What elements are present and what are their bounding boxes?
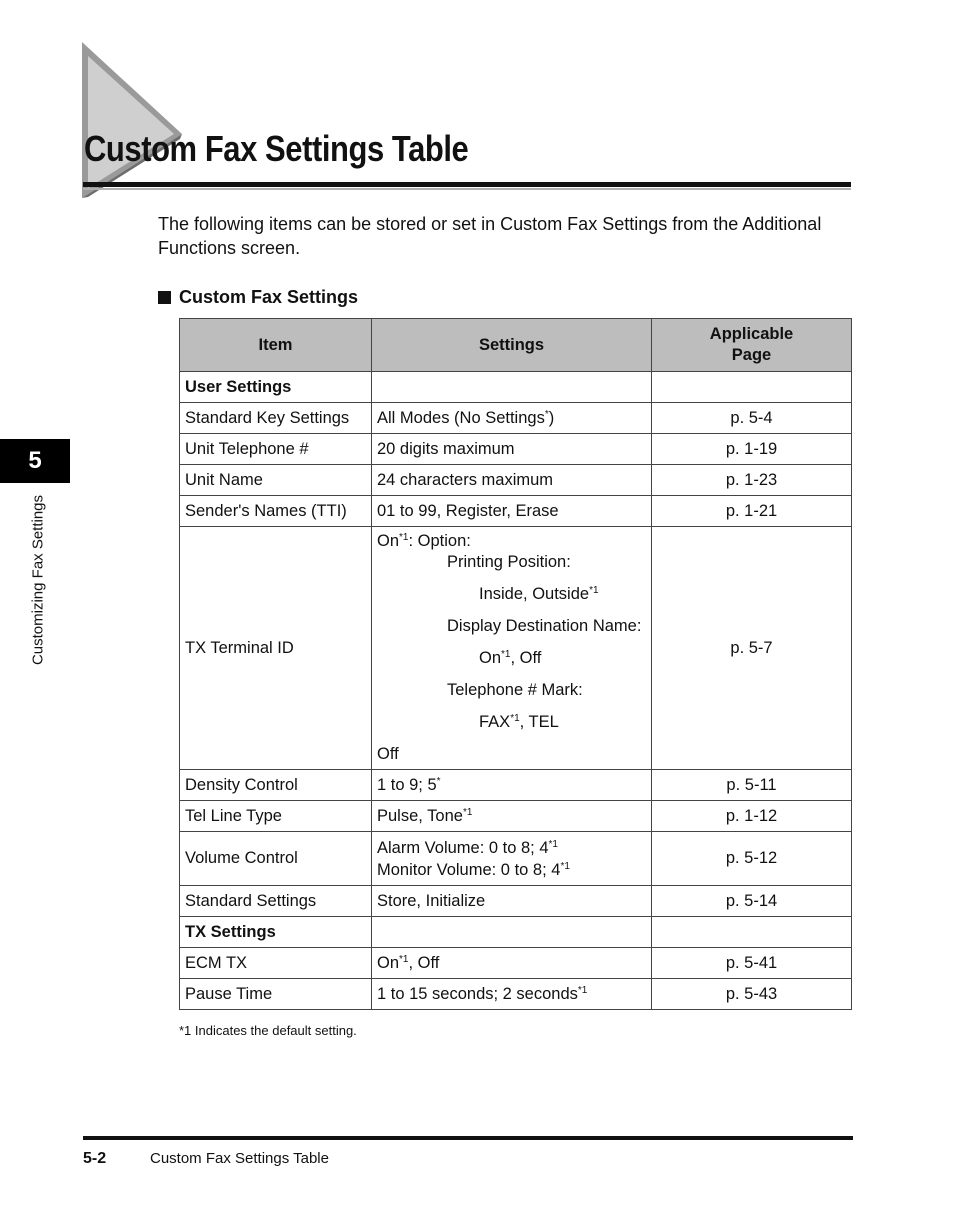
default-marker: *1 bbox=[399, 953, 409, 965]
alarm-volume-line bbox=[377, 837, 646, 859]
table-row bbox=[180, 979, 852, 1010]
default-marker: *1 bbox=[589, 585, 599, 596]
chapter-side-label: Customizing Fax Settings bbox=[29, 494, 47, 666]
row-settings bbox=[372, 979, 652, 1010]
tx-on-off-on: On bbox=[479, 649, 502, 667]
row-settings: Store, Initialize bbox=[372, 886, 652, 917]
row-page: p. 1-23 bbox=[652, 465, 852, 496]
header-page-line2: Page bbox=[731, 346, 772, 364]
row-settings bbox=[372, 948, 652, 979]
tx-fax-after: , TEL bbox=[519, 713, 559, 731]
settings-text: On bbox=[377, 953, 400, 972]
settings-text: Pulse, Tone bbox=[377, 806, 463, 825]
table-row bbox=[180, 527, 852, 770]
row-page: p. 5-12 bbox=[652, 832, 852, 886]
tx-fax-tel bbox=[377, 712, 646, 733]
tx-on-off bbox=[377, 648, 646, 669]
row-settings bbox=[372, 832, 652, 886]
header-item: Item bbox=[180, 319, 372, 372]
tx-on-off-after: , Off bbox=[510, 649, 542, 667]
custom-fax-settings-table bbox=[179, 318, 852, 1010]
title-rule-shadow bbox=[83, 188, 851, 190]
header-settings: Settings bbox=[372, 319, 652, 372]
monitor-volume-line bbox=[377, 859, 646, 881]
row-item: Unit Telephone # bbox=[180, 434, 372, 465]
section-heading-text: Custom Fax Settings bbox=[179, 287, 359, 307]
row-item: Standard Key Settings bbox=[180, 403, 372, 434]
tx-on-text: On bbox=[377, 532, 400, 550]
row-settings bbox=[372, 372, 652, 403]
page-title: Custom Fax Settings Table bbox=[84, 128, 469, 169]
square-bullet-icon bbox=[158, 291, 171, 304]
default-marker: *1 bbox=[462, 806, 473, 818]
tx-display-destination: Display Destination Name: bbox=[447, 617, 642, 635]
default-marker: *1 bbox=[577, 984, 588, 996]
table-row bbox=[180, 372, 852, 403]
tx-telephone-mark: Telephone # Mark: bbox=[447, 681, 583, 699]
settings-text: 1 to 15 seconds; 2 seconds bbox=[377, 984, 578, 1003]
table-row bbox=[180, 917, 852, 948]
tx-off: Off bbox=[377, 745, 399, 763]
row-page: p. 5-14 bbox=[652, 886, 852, 917]
tx-printing-position: Printing Position: bbox=[447, 553, 571, 571]
default-marker: *1 bbox=[399, 532, 409, 543]
row-page bbox=[652, 917, 852, 948]
row-item: Pause Time bbox=[180, 979, 372, 1010]
tx-on-label bbox=[377, 532, 413, 550]
row-page: p. 5-4 bbox=[652, 403, 852, 434]
row-settings bbox=[372, 917, 652, 948]
default-marker: *1 bbox=[548, 838, 558, 850]
row-item: Sender's Names (TTI) bbox=[180, 496, 372, 527]
row-page: p. 5-7 bbox=[652, 527, 852, 770]
row-item: Tel Line Type bbox=[180, 801, 372, 832]
row-item-group: TX Settings bbox=[180, 917, 372, 948]
footer-title: Custom Fax Settings Table bbox=[150, 1150, 329, 1167]
settings-text-after: , Off bbox=[408, 953, 440, 972]
settings-text-after: ) bbox=[548, 408, 555, 427]
table-header-row bbox=[180, 319, 852, 372]
settings-text: Alarm Volume: 0 to 8; 4 bbox=[377, 838, 549, 857]
row-page: p. 1-19 bbox=[652, 434, 852, 465]
settings-text-2: Monitor Volume: 0 to 8; 4 bbox=[377, 860, 561, 879]
settings-text: All Modes (No Settings bbox=[377, 408, 545, 427]
tx-terminal-id-settings bbox=[372, 527, 652, 770]
default-marker: *1 bbox=[501, 649, 511, 660]
table-row bbox=[180, 434, 852, 465]
row-item: TX Terminal ID bbox=[180, 527, 372, 770]
default-marker: *1 bbox=[560, 860, 570, 872]
footer-page-number: 5-2 bbox=[83, 1150, 107, 1167]
default-marker: * bbox=[436, 775, 441, 787]
row-page: p. 5-41 bbox=[652, 948, 852, 979]
row-page: p. 1-21 bbox=[652, 496, 852, 527]
row-item: Density Control bbox=[180, 770, 372, 801]
tx-on-line bbox=[377, 531, 646, 552]
tx-inside-outside bbox=[377, 584, 646, 605]
table-row bbox=[180, 770, 852, 801]
row-item: Volume Control bbox=[180, 832, 372, 886]
footer-rule bbox=[83, 1136, 853, 1140]
row-page: p. 5-43 bbox=[652, 979, 852, 1010]
corner-triangle-graphic bbox=[82, 42, 192, 202]
row-settings bbox=[372, 770, 652, 801]
row-page: p. 5-11 bbox=[652, 770, 852, 801]
chapter-tab: 5 bbox=[0, 439, 70, 483]
table-row bbox=[180, 948, 852, 979]
row-page bbox=[652, 372, 852, 403]
row-settings bbox=[372, 801, 652, 832]
row-page: p. 1-12 bbox=[652, 801, 852, 832]
default-marker: * bbox=[544, 408, 549, 420]
tx-on-colon: : bbox=[408, 532, 414, 550]
table-row bbox=[180, 886, 852, 917]
tx-inside-outside-text: Inside, Outside bbox=[479, 585, 590, 603]
row-settings: 01 to 99, Register, Erase bbox=[372, 496, 652, 527]
header-page-line1: Applicable bbox=[709, 325, 794, 343]
row-item: ECM TX bbox=[180, 948, 372, 979]
tx-fax-text: FAX bbox=[479, 713, 511, 731]
row-item-group: User Settings bbox=[180, 372, 372, 403]
default-marker: *1 bbox=[510, 713, 520, 724]
row-item: Standard Settings bbox=[180, 886, 372, 917]
table-row bbox=[180, 465, 852, 496]
table-row bbox=[180, 801, 852, 832]
tx-option-label: Option: bbox=[417, 532, 471, 550]
row-settings: 24 characters maximum bbox=[372, 465, 652, 496]
row-settings bbox=[372, 403, 652, 434]
table-row bbox=[180, 832, 852, 886]
row-settings: 20 digits maximum bbox=[372, 434, 652, 465]
footnote: *1 Indicates the default setting. bbox=[179, 1023, 357, 1038]
section-heading bbox=[158, 287, 358, 308]
intro-paragraph: The following items can be stored or set in Custom Fax Settings from the Additional Functions screen. bbox=[158, 214, 822, 258]
table-row bbox=[180, 403, 852, 434]
table-row bbox=[180, 496, 852, 527]
header-applicable-page bbox=[652, 319, 852, 372]
settings-text: 1 to 9; 5 bbox=[377, 775, 437, 794]
row-item: Unit Name bbox=[180, 465, 372, 496]
title-rule bbox=[83, 182, 851, 187]
